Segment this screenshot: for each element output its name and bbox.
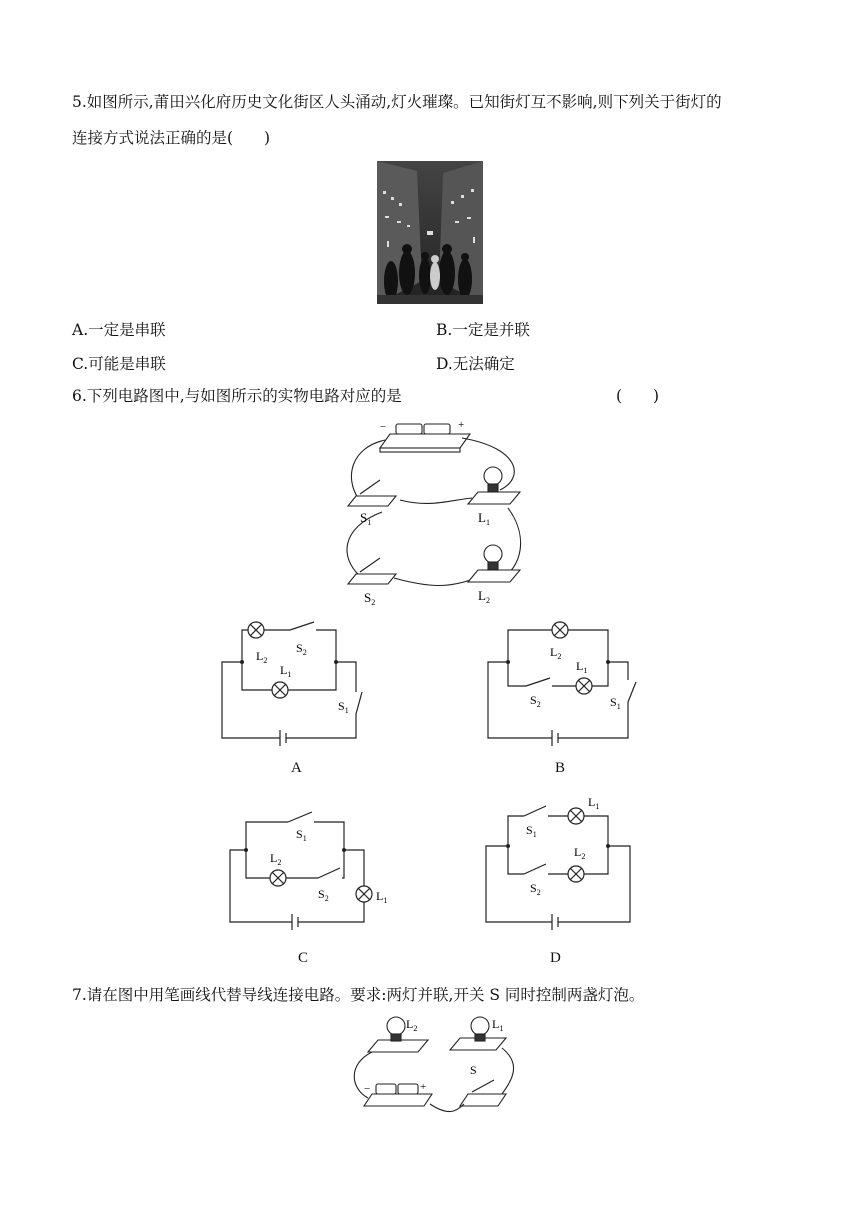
q5-option-a[interactable]: A.一定是串联	[72, 321, 166, 339]
battery-minus-label: −	[380, 421, 387, 433]
svg-text:S2: $S_2$	[530, 881, 541, 897]
svg-text:L2: $L_2$	[574, 845, 586, 861]
q5-option-b[interactable]: B.一定是并联	[436, 321, 530, 339]
l2-label: $L_2$	[478, 588, 490, 605]
q6-physical-circuit	[330, 418, 530, 608]
circuit-diagram-b[interactable]	[484, 620, 634, 746]
svg-text:L1: $L_1$	[588, 795, 600, 811]
circuit-diagram-a[interactable]	[218, 620, 368, 746]
svg-text:L2: $L_2$	[270, 851, 282, 867]
q6-answer-bracket[interactable]: ( )	[616, 387, 660, 405]
q5-stem-line2: 连接方式说法正确的是( )	[72, 129, 271, 147]
q7-l1-label: $L_1$	[492, 1017, 504, 1033]
q7-l2-label: $L_2$	[406, 1017, 418, 1033]
q6-stem: 6.下列电路图中,与如图所示的实物电路对应的是	[72, 387, 402, 405]
s2-label: $S_2$	[364, 590, 376, 607]
circuit-diagram-c[interactable]	[226, 808, 386, 934]
svg-text:S1: $S_1$	[338, 699, 349, 715]
circuit-b-caption: B	[555, 760, 566, 776]
q7-plus-label: +	[420, 1081, 427, 1093]
svg-text:S2: $S_2$	[530, 693, 541, 709]
svg-text:S2: $S_2$	[318, 887, 329, 903]
q7-minus-label: −	[364, 1083, 371, 1095]
svg-text:S1: $S_1$	[610, 695, 621, 711]
circuit-a-caption: A	[291, 760, 302, 776]
circuit-c-caption: C	[298, 950, 309, 966]
q5-option-d[interactable]: D.无法确定	[436, 355, 515, 373]
q7-stem: 7.请在图中用笔画线代替导线连接电路。要求:两灯并联,开关 S 同时控制两盏灯泡。	[72, 986, 645, 1004]
svg-text:L2: $L_2$	[256, 649, 268, 665]
s1-label: $S_1$	[360, 510, 372, 527]
q7-s-label: S	[470, 1063, 477, 1077]
svg-text:S2: $S_2$	[296, 641, 307, 657]
svg-text:S1: $S_1$	[526, 823, 537, 839]
svg-text:L1: $L_1$	[280, 663, 292, 679]
svg-text:S1: $S_1$	[296, 827, 307, 843]
svg-text:L1: $L_1$	[376, 889, 388, 905]
street-photo	[377, 161, 483, 304]
q5-stem-line1: 5.如图所示,莆田兴化府历史文化街区人头涌动,灯火璀璨。已知街灯互不影响,则下列关于街灯的	[72, 93, 722, 111]
svg-text:L2: $L_2$	[550, 645, 562, 661]
svg-text:L1: $L_1$	[576, 659, 588, 675]
l1-label: $L_1$	[478, 510, 490, 527]
battery-plus-label: +	[458, 419, 465, 431]
circuit-diagram-d[interactable]	[484, 794, 634, 930]
circuit-d-caption: D	[550, 950, 561, 966]
q7-physical-components	[352, 1012, 516, 1112]
q5-option-c[interactable]: C.可能是串联	[72, 355, 166, 373]
